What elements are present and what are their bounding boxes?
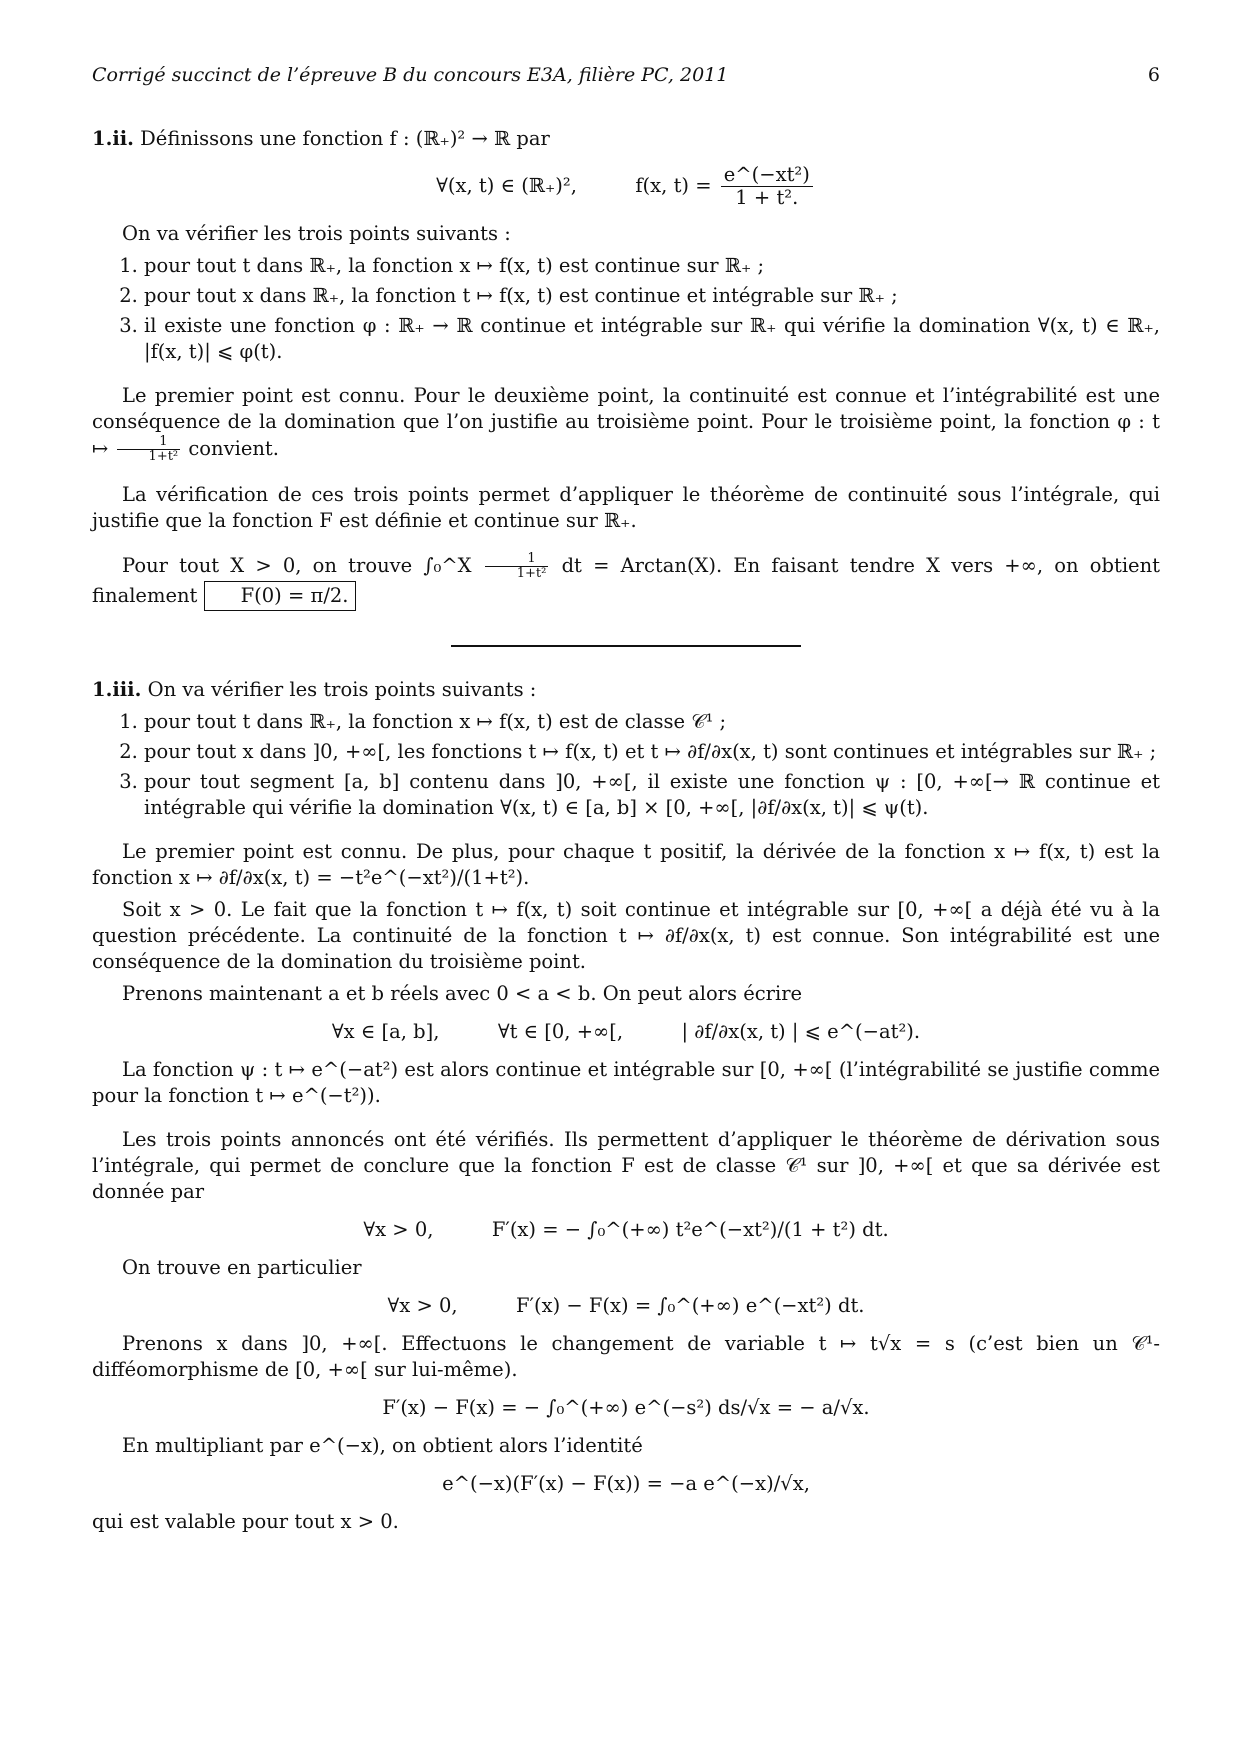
s2-paragraph-9: qui est valable pour tout x > 0. xyxy=(92,1510,399,1533)
s2-paragraph-1: Le premier point est connu. De plus, pour chaque t positif, la dérivée de la fonction x ↦ f(x, t) est la fonction x ↦ ∂f/∂x(x, t) = −t²e^(−xt²)/(1+t²). xyxy=(92,840,1160,889)
s1-item-2: 2. pour tout x dans ℝ₊, la fonction t ↦ f(x, t) est continue et intégrable sur ℝ₊ ; xyxy=(144,283,1160,309)
s1-p1-den: 1+t² xyxy=(117,449,181,464)
header-title: Corrigé succinct de l’épreuve B du concours E3A, filière PC, 2011 xyxy=(92,64,729,86)
s2-paragraph-5: Les trois points annoncés ont été vérifiés. Ils permettent d’appliquer le théorème de dérivation sous l’intégrale, qui permet de conclure que la fonction F est de classe 𝒞¹ sur ]0, +∞[ et que sa dérivée est donnée par xyxy=(92,1128,1160,1203)
s2-label: 1.iii. xyxy=(92,678,142,701)
s1-p1-fraction xyxy=(117,435,181,464)
s2-item-1: 1. pour tout t dans ℝ₊, la fonction x ↦ f(x, t) est de classe 𝒞¹ ; xyxy=(144,709,1160,735)
s1-p1-num: 1 xyxy=(159,434,168,449)
s2-eq3-b: F′(x) − F(x) = ∫₀^(+∞) e^(−xt²) dt. xyxy=(516,1294,865,1317)
s2-eq1-a: ∀x ∈ [a, b], xyxy=(331,1020,440,1043)
s2-equation-5: e^(−x)(F′(x) − F(x)) = −a e^(−x)/√x, xyxy=(442,1472,810,1495)
s1-intro xyxy=(92,126,1160,152)
s2-paragraph-2: Soit x > 0. Le fait que la fonction t ↦ f(x, t) soit continue et intégrable sur [0, +∞[ a déjà été vu à la question précédente. La continuité de la fonction t ↦ ∂f/∂x(x, t) est connue. Son intégrabilité est une conséquence de la domination du troisième point. xyxy=(92,898,1160,973)
s1-p1-end: convient. xyxy=(188,437,279,460)
s1-paragraph-1 xyxy=(92,383,1160,464)
s2-paragraph-3: Prenons maintenant a et b réels avec 0 < a < b. On peut alors écrire xyxy=(122,982,803,1005)
s2-paragraph-8: En multipliant par e^(−x), on obtient alors l’identité xyxy=(122,1434,643,1457)
s2-equation-1 xyxy=(92,1019,1160,1045)
page-number: 6 xyxy=(1147,64,1160,86)
section-divider xyxy=(451,645,801,647)
s1-check: On va vérifier les trois points suivants : xyxy=(122,222,511,245)
s2-eq1-b: ∀t ∈ [0, +∞[, xyxy=(497,1020,624,1043)
s1-intro-text: Définissons une fonction f : (ℝ₊)² → ℝ par xyxy=(140,127,550,150)
s2-equation-4: F′(x) − F(x) = − ∫₀^(+∞) e^(−s²) ds/√x = − a/√x. xyxy=(382,1396,870,1419)
s1-p3-den: 1+t² xyxy=(485,566,549,581)
s2-check: On va vérifier les trois points suivants : xyxy=(147,678,537,701)
boxed-result: F(0) = π/2. xyxy=(204,581,356,611)
s1-p3-a: Pour tout X > 0, on trouve ∫₀^X xyxy=(122,554,472,577)
s2-paragraph-4: La fonction ψ : t ↦ e^(−at²) est alors continue et intégrable sur [0, +∞[ (l’intégrabilité se justifie comme pour la fonction t ↦ e^(−t²)). xyxy=(92,1058,1160,1107)
s1-definition-equation xyxy=(92,164,1160,209)
s2-list xyxy=(92,709,1160,821)
s1-paragraph-3 xyxy=(92,552,1160,611)
s2-equation-3 xyxy=(92,1293,1160,1319)
s2-eq3-a: ∀x > 0, xyxy=(387,1294,458,1317)
s2-equation-2 xyxy=(92,1217,1160,1243)
s2-item-2: 2. pour tout x dans ]0, +∞[, les fonctions t ↦ f(x, t) et t ↦ ∂f/∂x(x, t) sont continues et intégrables sur ℝ₊ ; xyxy=(144,739,1160,765)
s2-item-3: 3. pour tout segment [a, b] contenu dans ]0, +∞[, il existe une fonction ψ : [0, +∞[→ ℝ continue et intégrable qui vérifie la domination ∀(x, t) ∈ [a, b] × [0, +∞[, |∂f/∂x(x, t)| ⩽ ψ(t). xyxy=(144,769,1160,821)
s1-def-denominator: 1 + t². xyxy=(721,186,813,209)
document-page xyxy=(92,62,1160,1535)
s1-item-3: 3. il existe une fonction φ : ℝ₊ → ℝ continue et intégrable sur ℝ₊ qui vérifie la domination ∀(x, t) ∈ ℝ₊, |f(x, t)| ⩽ φ(t). xyxy=(144,313,1160,365)
s1-p1-text: Le premier point est connu. Pour le deuxième point, la continuité est connue et l’intégrabilité est une conséquence de la domination que l’on justifie au troisième point. Pour le troisième point, la fonction φ : t ↦ xyxy=(92,384,1160,460)
s1-p3-b: dt = Arctan(X). En faisant tendre X vers +∞, on obtient finalement xyxy=(92,554,1160,607)
s2-eq2-b: F′(x) = − ∫₀^(+∞) t²e^(−xt²)/(1 + t²) dt. xyxy=(491,1218,889,1241)
s2-paragraph-7: Prenons x dans ]0, +∞[. Effectuons le changement de variable t ↦ t√x = s (c’est bien un 𝒞¹-difféomorphisme de [0, +∞[ sur lui-même). xyxy=(92,1332,1160,1381)
s1-def-quantifier: ∀(x, t) ∈ (ℝ₊)², xyxy=(436,174,577,197)
s1-def-lhs: f(x, t) = xyxy=(635,174,712,197)
s2-paragraph-6: On trouve en particulier xyxy=(122,1256,362,1279)
s1-p3-fraction xyxy=(485,552,549,581)
s2-eq1-c: | ∂f/∂x(x, t) | ⩽ e^(−at²). xyxy=(681,1020,921,1043)
s1-def-numerator: e^(−xt²) xyxy=(723,163,810,186)
s1-paragraph-2: La vérification de ces trois points permet d’appliquer le théorème de continuité sous l’intégrale, qui justifie que la fonction F est définie et continue sur ℝ₊. xyxy=(92,483,1160,532)
s1-item-1: 1. pour tout t dans ℝ₊, la fonction x ↦ f(x, t) est continue sur ℝ₊ ; xyxy=(144,253,1160,279)
s1-def-fraction xyxy=(721,164,813,209)
s2-eq2-a: ∀x > 0, xyxy=(363,1218,434,1241)
s2-intro xyxy=(92,677,1160,703)
s1-p3-num: 1 xyxy=(527,551,536,566)
s1-label: 1.ii. xyxy=(92,127,134,150)
running-header xyxy=(92,62,1160,88)
s1-list xyxy=(92,253,1160,365)
